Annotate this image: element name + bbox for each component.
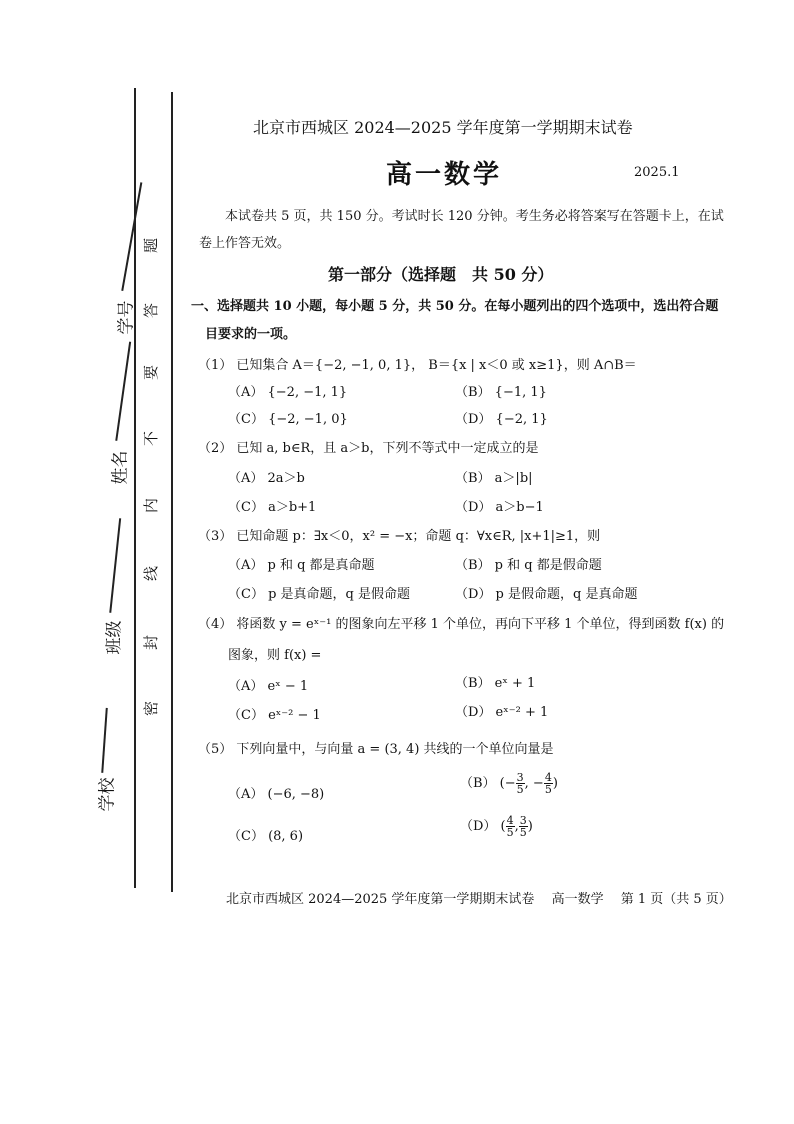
- class-blank: [109, 518, 120, 613]
- name-label: 姓名: [110, 450, 131, 485]
- student-id-label: 学号: [116, 300, 137, 335]
- seal-char-2: 封: [142, 634, 161, 651]
- seal-char-5: 不: [142, 430, 161, 447]
- exam-date: 2025.1: [634, 165, 680, 180]
- q4-stem-line-1: （4） 将函数 y = eˣ⁻¹ 的图象向左平移 1 个单位，再向下平移 1 个单位，得到函数 f(x) 的: [198, 617, 725, 632]
- name-blank: [115, 342, 130, 441]
- q4-option-d: （D） eˣ⁻² + 1: [455, 705, 549, 720]
- q3-option-a: （A） p 和 q 都是真命题: [228, 558, 375, 573]
- q2-option-c: （C） a＞b+1: [228, 500, 317, 515]
- seal-char-3: 线: [142, 565, 161, 582]
- q2-option-d: （D） a＞b−1: [455, 500, 544, 515]
- exam-title: 北京市西城区 2024—2025 学年度第一学期期末试卷: [253, 118, 633, 137]
- part1-title: 第一部分（选择题 共 50 分）: [328, 265, 554, 284]
- part1-intro-line-1: 一、选择题共 10 小题，每小题 5 分，共 50 分。在每小题列出的四个选项中，选出符合题: [191, 299, 719, 314]
- school-label: 学校: [97, 777, 118, 812]
- q5-option-d: （D） ( $\frac{4}{5}$ , $\frac{3}{5}$ ): [460, 814, 533, 839]
- q2-option-a: （A） 2a＞b: [228, 471, 305, 486]
- q5-option-a: （A） (−6, −8): [228, 787, 325, 802]
- seal-char-6: 要: [142, 364, 161, 381]
- q1-stem: （1） 已知集合 A＝{−2, −1, 0, 1}， B＝{x | x＜0 或 x≥1}，则 A∩B＝: [198, 358, 637, 373]
- q5-option-b: [460, 772, 558, 795]
- q4-option-b: （B） eˣ + 1: [455, 676, 536, 691]
- q3-option-d: （D） p 是假命题，q 是真命题: [455, 587, 638, 602]
- instructions-line-1: 本试卷共 5 页，共 150 分。考试时长 120 分钟。考生务必将答案写在答题卡上，在试: [225, 209, 724, 224]
- seal-char-8: 题: [142, 237, 161, 254]
- part1-intro-line-2: 目要求的一项。: [205, 327, 297, 342]
- q2-option-b: （B） a＞|b|: [455, 471, 533, 486]
- student-id-blank: [121, 182, 142, 291]
- q4-stem-line-2: 图象，则 f(x) =: [228, 648, 322, 663]
- q5-option-b-mid: , −: [524, 776, 544, 791]
- q3-stem: （3） 已知命题 p：∃x＜0，x² = −x；命题 q：∀x∈R, |x+1|≥1，则: [198, 529, 601, 544]
- q5-option-b-frac-2: $\frac{4}{5}$: [544, 771, 552, 796]
- page-footer: 北京市西城区 2024—2025 学年度第一学期期末试卷 高一数学 第 1 页（共 5 页）: [226, 892, 732, 907]
- subject-title: 高一数学: [386, 160, 503, 190]
- q3-option-c: （C） p 是真命题，q 是假命题: [228, 587, 410, 602]
- q5-option-c: （C） (8, 6): [228, 829, 304, 844]
- q2-stem: （2） 已知 a, b∈R，且 a＞b，下列不等式中一定成立的是: [198, 441, 539, 456]
- q1-option-d: （D） {−2, 1}: [455, 412, 548, 427]
- seal-char-7: 答: [142, 302, 161, 319]
- q5-stem: （5） 下列向量中，与向量 a = (3, 4) 共线的一个单位向量是: [198, 742, 554, 757]
- q5-option-d-close: ): [527, 819, 533, 834]
- q1-option-c: （C） {−2, −1, 0}: [228, 412, 348, 427]
- q1-option-b: （B） {−1, 1}: [455, 385, 547, 400]
- q4-option-a: （A） eˣ − 1: [228, 679, 309, 694]
- q3-option-b: （B） p 和 q 都是假命题: [455, 558, 602, 573]
- q5-option-b-prefix: （B） (−: [460, 776, 516, 791]
- q4-option-c: （C） eˣ⁻² − 1: [228, 708, 321, 723]
- seal-char-4: 内: [142, 497, 161, 514]
- binding-line-inner: [171, 92, 173, 892]
- q5-option-d-frac-1: $\frac{4}{5}$: [506, 814, 514, 839]
- q5-option-b-frac-1: $\frac{3}{5}$: [516, 771, 524, 796]
- school-blank: [101, 708, 107, 773]
- class-label: 班级: [104, 620, 125, 655]
- seal-char-1: 密: [142, 700, 161, 717]
- instructions-line-2: 卷上作答无效。: [199, 236, 291, 251]
- q5-option-b-close: ): [552, 776, 558, 791]
- q5-option-d-frac-2: $\frac{3}{5}$: [519, 814, 527, 839]
- q5-option-d-prefix: （D） (: [460, 819, 506, 834]
- q1-option-a: （A） {−2, −1, 1}: [228, 385, 348, 400]
